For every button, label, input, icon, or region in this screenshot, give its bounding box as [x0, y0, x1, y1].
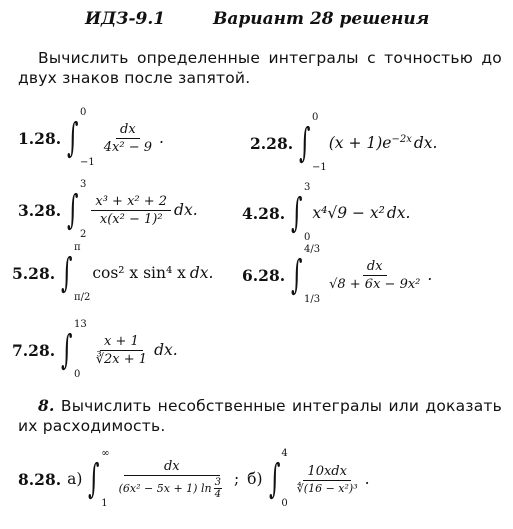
denominator: (6x² − 5x + 1) ln	[118, 481, 212, 495]
ln-numerator: 3	[214, 476, 221, 488]
part-a-label: а)	[67, 470, 83, 488]
numerator: dx	[124, 459, 220, 476]
denominator: 4x² − 9	[103, 139, 152, 155]
lower-limit: π/2	[74, 292, 91, 303]
upper-limit: ∞	[101, 448, 110, 459]
problem-number: 1.28.	[18, 128, 62, 148]
denominator: x(x² − 1)²	[99, 211, 163, 227]
problem-2	[250, 113, 437, 173]
tail: dx.	[189, 264, 214, 282]
numerator: dx	[363, 259, 387, 276]
problem-number: 7.28.	[12, 340, 56, 360]
header-left: ИДЗ-9.1	[85, 9, 166, 29]
integrand: cos² x sin⁴ x	[92, 264, 186, 282]
lower-limit: 1/3	[304, 294, 321, 305]
denominator-wrap	[115, 476, 229, 500]
lower-limit: 0	[281, 498, 288, 509]
integrand: (x + 1)e	[328, 134, 392, 152]
intro-8	[18, 396, 502, 436]
integral-sign: ∫	[61, 250, 73, 296]
denominator: ∜(16 − x²)³	[296, 481, 358, 495]
tail: dx.	[413, 134, 438, 152]
separator: ;	[233, 470, 240, 488]
numerator: dx	[116, 122, 140, 139]
upper-limit: 0	[312, 112, 319, 123]
integral-sign: ∫	[299, 120, 311, 166]
denominator: ∛2x + 1	[95, 351, 148, 367]
upper-limit: 0	[80, 107, 87, 118]
denominator: √8 + 6x − 9x²	[329, 276, 421, 292]
tail: dx.	[174, 201, 198, 219]
lower-limit: −1	[312, 162, 327, 173]
problem-1	[18, 108, 164, 168]
problem-number: 2.28.	[250, 133, 294, 153]
problem-3	[18, 180, 198, 240]
integral-sign: ∫	[67, 115, 79, 161]
integrand: x⁴√9 − x²	[312, 204, 385, 222]
section-number: 8.	[38, 396, 55, 415]
upper-limit: 4	[281, 448, 288, 459]
problem-6	[242, 245, 432, 305]
problem-number: 8.28.	[18, 469, 62, 489]
part-b-label: б)	[247, 470, 263, 488]
intro-text: Вычислить определенные интегралы с точностью до двух знаков после запятой.	[18, 49, 502, 87]
numerator: x + 1	[100, 334, 143, 351]
ln-denominator: 4	[214, 488, 221, 500]
exponent: −2x	[391, 133, 412, 145]
problem-5	[12, 243, 213, 303]
problem-number: 6.28.	[242, 265, 286, 285]
integral-sign: ∫	[88, 456, 100, 502]
upper-limit: 3	[304, 182, 311, 193]
numerator: 10xdx	[303, 464, 351, 481]
integral-sign: ∫	[61, 327, 73, 373]
upper-limit: π	[74, 242, 81, 253]
tail: .	[364, 470, 370, 488]
problem-number: 5.28.	[12, 263, 56, 283]
upper-limit: 4/3	[304, 244, 321, 255]
problem-8	[18, 449, 370, 509]
upper-limit: 3	[80, 179, 87, 190]
tail: dx.	[386, 204, 411, 222]
problem-number: 3.28.	[18, 200, 62, 220]
problem-number: 4.28.	[242, 203, 286, 223]
lower-limit: 2	[80, 229, 87, 240]
integral-sign: ∫	[268, 456, 281, 502]
integral-sign: ∫	[291, 190, 303, 236]
integral-sign: ∫	[67, 187, 79, 233]
lower-limit: −1	[80, 157, 95, 168]
upper-limit: 13	[74, 319, 87, 330]
lower-limit: 1	[101, 498, 108, 509]
tail: dx.	[154, 341, 178, 359]
header-right: Вариант 28 решения	[213, 9, 430, 29]
numerator: x³ + x² + 2	[91, 194, 171, 211]
tail: .	[427, 266, 433, 284]
lower-limit: 0	[74, 369, 81, 380]
tail: .	[159, 129, 164, 147]
problem-7	[12, 320, 178, 380]
lower-limit: 0	[304, 232, 311, 243]
problem-4	[242, 183, 410, 243]
intro-8-text: Вычислить несобственные интегралы или доказать их расходимость.	[18, 397, 502, 435]
integral-sign: ∫	[291, 252, 303, 298]
